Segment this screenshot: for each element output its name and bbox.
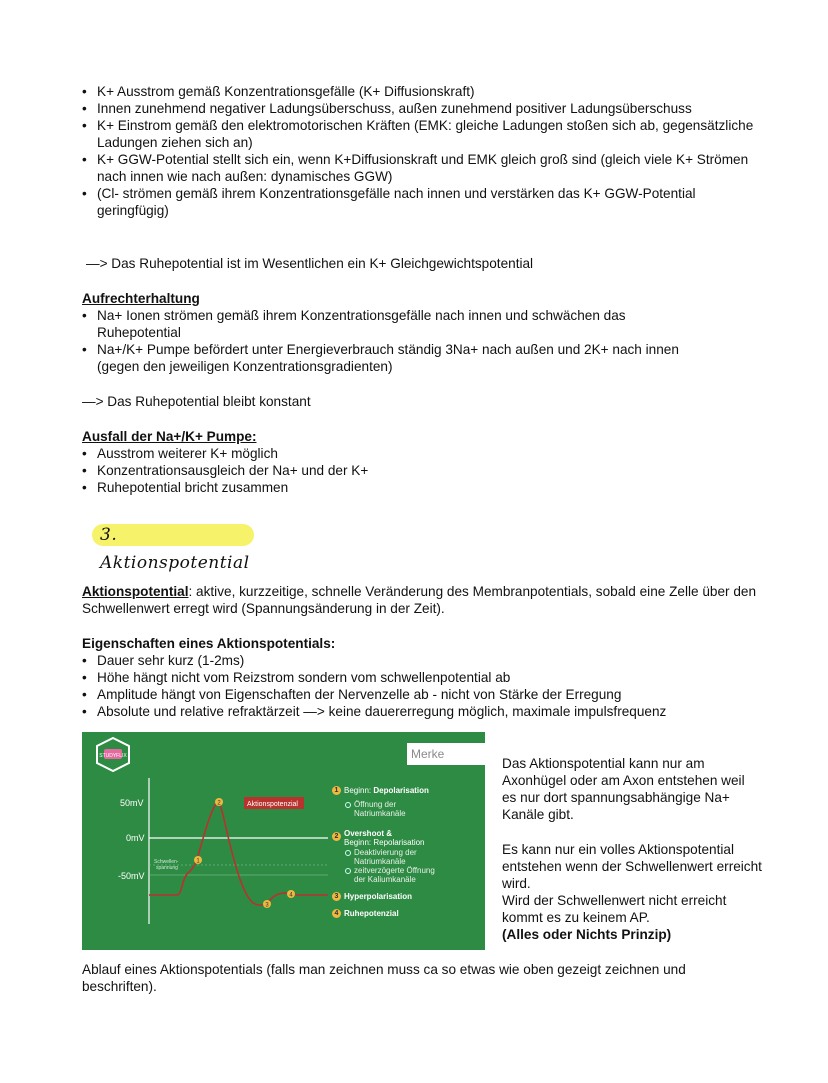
legend-sub: Natriumkanäle bbox=[354, 809, 406, 818]
properties-bullet-list bbox=[82, 652, 762, 720]
legend-title: Hyperpolarisation bbox=[344, 892, 413, 901]
legend-sub: zeitverzögerte Öffnung bbox=[354, 866, 435, 875]
logo-text: STUDYFLIX bbox=[99, 753, 127, 759]
merke-badge bbox=[407, 743, 485, 765]
pump-failure-bullet-list bbox=[82, 445, 762, 496]
conclusion-constant: —> Das Ruhepotential bleibt konstant bbox=[82, 394, 311, 409]
maintenance-bullet-list bbox=[82, 307, 682, 375]
y-label-0: 0mV bbox=[126, 833, 145, 843]
legend-prefix: Beginn: bbox=[344, 786, 374, 795]
action-potential-figure bbox=[82, 732, 485, 950]
legend-title: Overshoot & bbox=[344, 829, 393, 838]
marker-3-label: 3 bbox=[265, 902, 269, 909]
list-item: • Absolute und relative refraktärzeit —> keine dauererregung möglich, maximale impulsfrequenz bbox=[82, 703, 762, 720]
side-text: Es kann nur ein volles Aktionspotential entstehen wenn der Schwellenwert erreicht wird. bbox=[502, 842, 762, 891]
heading-pump-failure: Ausfall der Na+/K+ Pumpe: bbox=[82, 429, 257, 444]
merke-label: Merke bbox=[411, 747, 445, 761]
legend-sub: Öffnung der bbox=[354, 800, 397, 809]
heading-properties: Eigenschaften eines Aktionspotentials: bbox=[82, 636, 336, 651]
list-item: • Konzentrationsausgleich der Na+ und der K+ bbox=[82, 462, 762, 479]
curve-label: Aktionspotenzial bbox=[247, 801, 298, 808]
list-item: • Na+ Ionen strömen gemäß ihrem Konzentrationsgefälle nach innen und schwächen das Ruhepotential bbox=[82, 307, 682, 341]
list-item: • K+ GGW-Potential stellt sich ein, wenn K+Diffusionskraft und EMK gleich groß sind (gleich viele K+ Strömen nach innen wie nach außen: dynamisches GGW) bbox=[82, 151, 762, 185]
definition-text: : aktive, kurzzeitige, schnelle Veränderung des Membranpotentials, sobald eine Zelle über den Schwellenwert erregt wird (Spannungsänderung in der Zeit). bbox=[82, 584, 756, 616]
legend-title: Depolarisation bbox=[373, 786, 429, 795]
legend-sub: Deaktivierung der bbox=[354, 848, 417, 857]
bullet-circle-icon bbox=[345, 850, 351, 856]
list-item: • Dauer sehr kurz (1-2ms) bbox=[82, 652, 762, 669]
marker-4-label: 4 bbox=[289, 892, 293, 899]
y-label-50: 50mV bbox=[120, 798, 144, 808]
bullet-circle-icon bbox=[345, 802, 351, 808]
threshold-label-2: spannung bbox=[156, 865, 178, 871]
section-title: 3. Aktionspotential bbox=[100, 525, 250, 573]
legend-title-2: Beginn: Repolarisation bbox=[344, 838, 425, 847]
side-text-bold: (Alles oder Nichts Prinzip) bbox=[502, 927, 672, 942]
legend-number: 4 bbox=[332, 909, 341, 918]
marker-1-label: 1 bbox=[196, 858, 200, 865]
bullet-circle-icon bbox=[345, 868, 351, 874]
action-potential-curve bbox=[149, 800, 328, 905]
section-title-highlight bbox=[92, 520, 254, 573]
marker-2-label: 2 bbox=[217, 800, 221, 807]
heading-maintenance: Aufrechterhaltung bbox=[82, 291, 200, 306]
conclusion-resting-potential: —> Das Ruhepotential ist im Wesentlichen ein K+ Gleichgewichtspotential bbox=[86, 256, 534, 271]
list-item: • Amplitude hängt von Eigenschaften der Nervenzelle ab - nicht von Stärke der Erregung bbox=[82, 686, 762, 703]
list-item: • Höhe hängt nicht vom Reizstrom sondern vom schwellenpotential ab bbox=[82, 669, 762, 686]
definition-paragraph bbox=[82, 583, 762, 617]
list-item: • Ausstrom weiterer K+ möglich bbox=[82, 445, 762, 462]
legend-number: 1 bbox=[332, 786, 341, 795]
legend-sub: der Kaliumkanäle bbox=[354, 875, 416, 884]
definition-term: Aktionspotential bbox=[82, 584, 189, 599]
figure-caption: Ablauf eines Aktionspotentials (falls man zeichnen muss ca so etwas wie oben gezeigt zeichnen und beschriften). bbox=[82, 962, 686, 994]
list-item: • Ruhepotential bricht zusammen bbox=[82, 479, 762, 496]
list-item: • K+ Ausstrom gemäß Konzentrationsgefälle (K+ Diffusionskraft) bbox=[82, 83, 762, 100]
legend-number: 3 bbox=[332, 892, 341, 901]
list-item: • Na+/K+ Pumpe befördert unter Energieverbrauch ständig 3Na+ nach außen und 2K+ nach innen (gegen den jeweiligen Konzentrationsgradienten) bbox=[82, 341, 682, 375]
side-paragraph-2 bbox=[502, 841, 762, 943]
side-text: Wird der Schwellenwert nicht erreicht kommt es zu keinem AP. bbox=[502, 893, 727, 925]
legend-sub: Natriumkanäle bbox=[354, 857, 406, 866]
y-label-minus50: -50mV bbox=[118, 871, 145, 881]
legend-number: 2 bbox=[332, 832, 341, 841]
legend-title: Ruhepotenzial bbox=[344, 909, 399, 918]
threshold-label: Schwellen- bbox=[154, 859, 179, 865]
list-item: • (Cl- strömen gemäß ihrem Konzentrationsgefälle nach innen und verstärken das K+ GGW-Potential geringfügig) bbox=[82, 185, 762, 219]
side-paragraph-1: Das Aktionspotential kann nur am Axonhügel oder am Axon entstehen weil es nur dort spannungsabhängige Na+ Kanäle gibt. bbox=[502, 756, 745, 822]
list-item: • K+ Einstrom gemäß den elektromotorischen Kräften (EMK: gleiche Ladungen stoßen sich ab, gegensätzliche Ladungen ziehen sich an) bbox=[82, 117, 762, 151]
list-item: • Innen zunehmend negativer Ladungsüberschuss, außen zunehmend positiver Ladungsüberschuss bbox=[82, 100, 762, 117]
intro-bullet-list bbox=[82, 83, 762, 219]
